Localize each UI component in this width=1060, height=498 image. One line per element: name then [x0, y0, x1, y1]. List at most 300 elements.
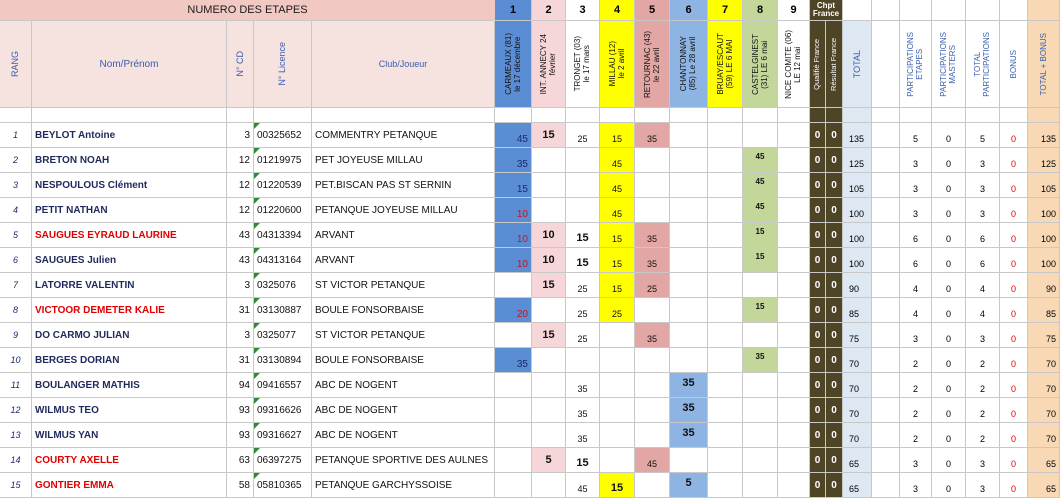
stage-2-score[interactable]: 15 [532, 123, 566, 148]
header-part-etapes[interactable] [900, 21, 932, 108]
resultat-cell[interactable]: 0 [826, 348, 843, 373]
cd-cell[interactable]: 93 [227, 423, 254, 448]
club-cell[interactable]: ARVANT [312, 248, 495, 273]
tp-cell[interactable]: 3 [966, 323, 1000, 348]
gap-cell[interactable] [872, 198, 900, 223]
resultat-cell[interactable]: 0 [826, 248, 843, 273]
stage-number-8[interactable]: 8 [743, 0, 778, 21]
stage-5-score[interactable] [635, 373, 670, 398]
licence-cell[interactable]: 01220600 [254, 198, 312, 223]
header-blank-pe[interactable] [900, 0, 932, 21]
total-bonus-cell[interactable]: 70 [1028, 348, 1060, 373]
stage-7-score[interactable] [708, 248, 743, 273]
cd-cell[interactable]: 43 [227, 223, 254, 248]
cd-cell[interactable]: 93 [227, 398, 254, 423]
stage-7-score[interactable] [708, 298, 743, 323]
stage-3-score[interactable]: 15 [566, 223, 600, 248]
stage-2-score[interactable] [532, 298, 566, 323]
rank-cell[interactable]: 7 [0, 273, 32, 298]
licence-cell[interactable]: 04313164 [254, 248, 312, 273]
club-cell[interactable]: PETANQUE GARCHYSSOISE [312, 473, 495, 498]
stage-2-score[interactable]: 10 [532, 223, 566, 248]
stage-1-score[interactable] [495, 273, 532, 298]
stage-8-score[interactable]: 15 [743, 248, 778, 273]
resultat-cell[interactable]: 0 [826, 298, 843, 323]
tp-cell[interactable]: 2 [966, 373, 1000, 398]
total-cell[interactable]: 75 [843, 323, 872, 348]
tp-cell[interactable]: 2 [966, 423, 1000, 448]
qualifie-cell[interactable]: 0 [810, 248, 826, 273]
licence-cell[interactable]: 09416557 [254, 373, 312, 398]
licence-cell[interactable]: 03130894 [254, 348, 312, 373]
bonus-cell[interactable]: 0 [1000, 423, 1028, 448]
stage-1-score[interactable]: 35 [495, 348, 532, 373]
gap-cell[interactable] [872, 423, 900, 448]
tp-cell[interactable]: 3 [966, 473, 1000, 498]
stage-7-score[interactable] [708, 323, 743, 348]
resultat-cell[interactable]: 0 [826, 223, 843, 248]
header-stage-4[interactable] [600, 21, 635, 108]
stage-2-score[interactable] [532, 373, 566, 398]
total-bonus-cell[interactable]: 135 [1028, 123, 1060, 148]
stage-5-score[interactable]: 35 [635, 248, 670, 273]
resultat-cell[interactable]: 0 [826, 323, 843, 348]
stage-1-score[interactable] [495, 398, 532, 423]
total-bonus-cell[interactable]: 70 [1028, 398, 1060, 423]
stage-number-3[interactable]: 3 [566, 0, 600, 21]
stage-2-score[interactable] [532, 348, 566, 373]
stage-6-score[interactable]: 35 [670, 373, 708, 398]
spacer-total[interactable] [843, 108, 872, 123]
stage-8-score[interactable]: 45 [743, 198, 778, 223]
tp-cell[interactable]: 3 [966, 148, 1000, 173]
rank-cell[interactable]: 11 [0, 373, 32, 398]
stage-1-score[interactable] [495, 423, 532, 448]
spacer-club[interactable] [312, 108, 495, 123]
spacer-stage-7[interactable] [708, 108, 743, 123]
stage-9-score[interactable] [778, 173, 810, 198]
stage-3-score[interactable] [566, 198, 600, 223]
total-bonus-cell[interactable]: 125 [1028, 148, 1060, 173]
resultat-cell[interactable]: 0 [826, 373, 843, 398]
spacer-stage-9[interactable] [778, 108, 810, 123]
player-name[interactable]: BOULANGER MATHIS [32, 373, 227, 398]
stage-9-score[interactable] [778, 323, 810, 348]
header-nom[interactable]: Nom/Prénom [32, 21, 227, 108]
header-stage-6[interactable] [670, 21, 708, 108]
stage-6-score[interactable] [670, 448, 708, 473]
stage-2-score[interactable] [532, 173, 566, 198]
qualifie-cell[interactable]: 0 [810, 473, 826, 498]
stage-number-9[interactable]: 9 [778, 0, 810, 21]
stage-1-score[interactable]: 10 [495, 198, 532, 223]
stage-5-score[interactable]: 35 [635, 323, 670, 348]
total-bonus-cell[interactable]: 70 [1028, 423, 1060, 448]
bonus-cell[interactable]: 0 [1000, 198, 1028, 223]
pm-cell[interactable]: 0 [932, 198, 966, 223]
stage-6-score[interactable] [670, 148, 708, 173]
header-qualifie[interactable] [810, 21, 826, 108]
total-bonus-cell[interactable]: 90 [1028, 273, 1060, 298]
spacer-gap1[interactable] [872, 108, 900, 123]
bonus-cell[interactable]: 0 [1000, 148, 1028, 173]
stage-8-score[interactable]: 15 [743, 223, 778, 248]
total-cell[interactable]: 135 [843, 123, 872, 148]
qualifie-cell[interactable]: 0 [810, 148, 826, 173]
stage-1-score[interactable]: 45 [495, 123, 532, 148]
stage-6-score[interactable] [670, 173, 708, 198]
stage-4-score[interactable]: 45 [600, 173, 635, 198]
stage-8-score[interactable]: 45 [743, 173, 778, 198]
stage-9-score[interactable] [778, 198, 810, 223]
stage-4-score[interactable] [600, 423, 635, 448]
qualifie-cell[interactable]: 0 [810, 173, 826, 198]
total-cell[interactable]: 70 [843, 373, 872, 398]
total-cell[interactable]: 70 [843, 348, 872, 373]
stage-3-score[interactable]: 35 [566, 423, 600, 448]
header-licence[interactable] [254, 21, 312, 108]
tp-cell[interactable]: 3 [966, 198, 1000, 223]
stage-4-score[interactable]: 45 [600, 198, 635, 223]
header-total-bonus[interactable] [1028, 21, 1060, 108]
rank-cell[interactable]: 5 [0, 223, 32, 248]
spacer-stage-4[interactable] [600, 108, 635, 123]
total-bonus-cell[interactable]: 105 [1028, 173, 1060, 198]
stage-1-score[interactable] [495, 448, 532, 473]
bonus-cell[interactable]: 0 [1000, 298, 1028, 323]
tp-cell[interactable]: 3 [966, 173, 1000, 198]
club-cell[interactable]: ST VICTOR PETANQUE [312, 273, 495, 298]
resultat-cell[interactable]: 0 [826, 273, 843, 298]
player-name[interactable]: BEYLOT Antoine [32, 123, 227, 148]
stage-4-score[interactable]: 15 [600, 123, 635, 148]
stage-5-score[interactable]: 35 [635, 223, 670, 248]
stage-8-score[interactable] [743, 373, 778, 398]
stage-5-score[interactable] [635, 348, 670, 373]
stage-4-score[interactable]: 45 [600, 148, 635, 173]
bonus-cell[interactable]: 0 [1000, 273, 1028, 298]
header-stage-1[interactable] [495, 21, 532, 108]
stage-9-score[interactable] [778, 423, 810, 448]
header-resultat[interactable] [826, 21, 843, 108]
header-cd[interactable] [227, 21, 254, 108]
header-stage-3[interactable] [566, 21, 600, 108]
header-blank-bonus[interactable] [1000, 0, 1028, 21]
stage-7-score[interactable] [708, 373, 743, 398]
total-cell[interactable]: 65 [843, 473, 872, 498]
stage-5-score[interactable] [635, 298, 670, 323]
licence-cell[interactable]: 00325652 [254, 123, 312, 148]
stage-7-score[interactable] [708, 348, 743, 373]
player-name[interactable]: LATORRE VALENTIN [32, 273, 227, 298]
spacer-r[interactable] [826, 108, 843, 123]
total-cell[interactable]: 100 [843, 198, 872, 223]
club-cell[interactable]: PET.BISCAN PAS ST SERNIN [312, 173, 495, 198]
gap-cell[interactable] [872, 473, 900, 498]
pm-cell[interactable]: 0 [932, 173, 966, 198]
stage-7-score[interactable] [708, 173, 743, 198]
pe-cell[interactable]: 2 [900, 423, 932, 448]
pm-cell[interactable]: 0 [932, 248, 966, 273]
cd-cell[interactable]: 12 [227, 173, 254, 198]
player-name[interactable]: BERGES DORIAN [32, 348, 227, 373]
pm-cell[interactable]: 0 [932, 223, 966, 248]
total-cell[interactable]: 100 [843, 223, 872, 248]
stage-3-score[interactable]: 15 [566, 448, 600, 473]
stage-2-score[interactable]: 15 [532, 323, 566, 348]
total-bonus-cell[interactable]: 65 [1028, 473, 1060, 498]
pm-cell[interactable]: 0 [932, 448, 966, 473]
bonus-cell[interactable]: 0 [1000, 223, 1028, 248]
stage-2-score[interactable] [532, 398, 566, 423]
club-cell[interactable]: ABC DE NOGENT [312, 423, 495, 448]
licence-cell[interactable]: 0325076 [254, 273, 312, 298]
stage-4-score[interactable] [600, 348, 635, 373]
stage-3-score[interactable] [566, 348, 600, 373]
rank-cell[interactable]: 12 [0, 398, 32, 423]
total-cell[interactable]: 65 [843, 448, 872, 473]
tp-cell[interactable]: 6 [966, 223, 1000, 248]
pm-cell[interactable]: 0 [932, 323, 966, 348]
stage-9-score[interactable] [778, 223, 810, 248]
rank-cell[interactable]: 10 [0, 348, 32, 373]
player-name[interactable]: DO CARMO JULIAN [32, 323, 227, 348]
resultat-cell[interactable]: 0 [826, 198, 843, 223]
tp-cell[interactable]: 4 [966, 273, 1000, 298]
stage-3-score[interactable]: 35 [566, 398, 600, 423]
total-cell[interactable]: 70 [843, 423, 872, 448]
stage-8-score[interactable] [743, 448, 778, 473]
stage-1-score[interactable]: 10 [495, 248, 532, 273]
qualifie-cell[interactable]: 0 [810, 123, 826, 148]
stage-number-5[interactable]: 5 [635, 0, 670, 21]
header-rang[interactable] [0, 21, 32, 108]
stage-number-2[interactable]: 2 [532, 0, 566, 21]
club-cell[interactable]: PETANQUE JOYEUSE MILLAU [312, 198, 495, 223]
stage-9-score[interactable] [778, 373, 810, 398]
player-name[interactable]: GONTIER EMMA [32, 473, 227, 498]
header-stage-9[interactable] [778, 21, 810, 108]
stage-4-score[interactable] [600, 373, 635, 398]
club-cell[interactable]: ST VICTOR PETANQUE [312, 323, 495, 348]
cd-cell[interactable]: 12 [227, 148, 254, 173]
total-cell[interactable]: 100 [843, 248, 872, 273]
pe-cell[interactable]: 3 [900, 323, 932, 348]
stage-1-score[interactable] [495, 373, 532, 398]
licence-cell[interactable]: 0325077 [254, 323, 312, 348]
bonus-cell[interactable]: 0 [1000, 173, 1028, 198]
stage-4-score[interactable] [600, 323, 635, 348]
gap-cell[interactable] [872, 173, 900, 198]
cd-cell[interactable]: 12 [227, 198, 254, 223]
licence-cell[interactable]: 04313394 [254, 223, 312, 248]
total-cell[interactable]: 70 [843, 398, 872, 423]
stage-7-score[interactable] [708, 123, 743, 148]
stage-8-score[interactable]: 45 [743, 148, 778, 173]
club-cell[interactable]: BOULE FONSORBAISE [312, 298, 495, 323]
stage-1-score[interactable]: 20 [495, 298, 532, 323]
rank-cell[interactable]: 3 [0, 173, 32, 198]
header-bonus[interactable] [1000, 21, 1028, 108]
stage-1-score[interactable]: 15 [495, 173, 532, 198]
stage-9-score[interactable] [778, 473, 810, 498]
rank-cell[interactable]: 9 [0, 323, 32, 348]
pe-cell[interactable]: 3 [900, 448, 932, 473]
bonus-cell[interactable]: 0 [1000, 323, 1028, 348]
header-stage-8[interactable] [743, 21, 778, 108]
total-cell[interactable]: 85 [843, 298, 872, 323]
stage-8-score[interactable] [743, 273, 778, 298]
stage-5-score[interactable] [635, 473, 670, 498]
licence-cell[interactable]: 09316626 [254, 398, 312, 423]
club-cell[interactable]: BOULE FONSORBAISE [312, 348, 495, 373]
pe-cell[interactable]: 6 [900, 223, 932, 248]
club-cell[interactable]: ABC DE NOGENT [312, 398, 495, 423]
player-name[interactable]: COURTY AXELLE [32, 448, 227, 473]
stage-6-score[interactable] [670, 323, 708, 348]
gap-cell[interactable] [872, 398, 900, 423]
bonus-cell[interactable]: 0 [1000, 373, 1028, 398]
player-name[interactable]: WILMUS TEO [32, 398, 227, 423]
stage-5-score[interactable]: 45 [635, 448, 670, 473]
rank-cell[interactable]: 8 [0, 298, 32, 323]
bonus-cell[interactable]: 0 [1000, 123, 1028, 148]
stage-2-score[interactable] [532, 423, 566, 448]
club-cell[interactable]: PET JOYEUSE MILLAU [312, 148, 495, 173]
total-bonus-cell[interactable]: 70 [1028, 373, 1060, 398]
gap-cell[interactable] [872, 448, 900, 473]
pe-cell[interactable]: 3 [900, 473, 932, 498]
stage-8-score[interactable] [743, 323, 778, 348]
pm-cell[interactable]: 0 [932, 423, 966, 448]
qualifie-cell[interactable]: 0 [810, 273, 826, 298]
club-cell[interactable]: PETANQUE SPORTIVE DES AULNES [312, 448, 495, 473]
rank-cell[interactable]: 14 [0, 448, 32, 473]
stage-3-score[interactable]: 15 [566, 248, 600, 273]
pm-cell[interactable]: 0 [932, 473, 966, 498]
stage-9-score[interactable] [778, 273, 810, 298]
pm-cell[interactable]: 0 [932, 348, 966, 373]
stage-8-score[interactable] [743, 423, 778, 448]
stage-6-score[interactable]: 5 [670, 473, 708, 498]
stage-7-score[interactable] [708, 198, 743, 223]
cd-cell[interactable]: 31 [227, 348, 254, 373]
pe-cell[interactable]: 5 [900, 123, 932, 148]
stage-2-score[interactable] [532, 473, 566, 498]
club-cell[interactable]: ABC DE NOGENT [312, 373, 495, 398]
stage-2-score[interactable]: 15 [532, 273, 566, 298]
stage-5-score[interactable] [635, 173, 670, 198]
header-blank-total[interactable] [843, 0, 872, 21]
stage-7-score[interactable] [708, 148, 743, 173]
stage-1-score[interactable]: 10 [495, 223, 532, 248]
rank-cell[interactable]: 4 [0, 198, 32, 223]
spacer-bonus[interactable] [1000, 108, 1028, 123]
gap-cell[interactable] [872, 148, 900, 173]
stage-4-score[interactable] [600, 448, 635, 473]
stage-9-score[interactable] [778, 298, 810, 323]
stage-4-score[interactable] [600, 398, 635, 423]
spacer-stage-3[interactable] [566, 108, 600, 123]
cd-cell[interactable]: 63 [227, 448, 254, 473]
stage-6-score[interactable] [670, 198, 708, 223]
header-part-masters[interactable] [932, 21, 966, 108]
gap-cell[interactable] [872, 273, 900, 298]
spacer-q[interactable] [810, 108, 826, 123]
bonus-cell[interactable]: 0 [1000, 473, 1028, 498]
qualifie-cell[interactable]: 0 [810, 323, 826, 348]
spacer-stage-1[interactable] [495, 108, 532, 123]
bonus-cell[interactable]: 0 [1000, 398, 1028, 423]
stage-9-score[interactable] [778, 248, 810, 273]
tp-cell[interactable]: 4 [966, 298, 1000, 323]
stage-2-score[interactable] [532, 148, 566, 173]
rank-cell[interactable]: 6 [0, 248, 32, 273]
stage-7-score[interactable] [708, 223, 743, 248]
stage-number-7[interactable]: 7 [708, 0, 743, 21]
qualifie-cell[interactable]: 0 [810, 398, 826, 423]
player-name[interactable]: BRETON NOAH [32, 148, 227, 173]
gap-cell[interactable] [872, 298, 900, 323]
resultat-cell[interactable]: 0 [826, 473, 843, 498]
stage-4-score[interactable]: 15 [600, 223, 635, 248]
spacer-tb[interactable] [1028, 108, 1060, 123]
stage-7-score[interactable] [708, 398, 743, 423]
stage-3-score[interactable]: 25 [566, 323, 600, 348]
rank-cell[interactable]: 1 [0, 123, 32, 148]
player-name[interactable]: NESPOULOUS Clément [32, 173, 227, 198]
pe-cell[interactable]: 6 [900, 248, 932, 273]
total-bonus-cell[interactable]: 65 [1028, 448, 1060, 473]
total-cell[interactable]: 105 [843, 173, 872, 198]
club-cell[interactable]: ARVANT [312, 223, 495, 248]
rank-cell[interactable]: 15 [0, 473, 32, 498]
stage-2-score[interactable] [532, 198, 566, 223]
stage-8-score[interactable]: 15 [743, 298, 778, 323]
bonus-cell[interactable]: 0 [1000, 348, 1028, 373]
spacer-stage-5[interactable] [635, 108, 670, 123]
stage-5-score[interactable] [635, 198, 670, 223]
stage-3-score[interactable]: 25 [566, 273, 600, 298]
spacer-tp[interactable] [966, 108, 1000, 123]
cd-cell[interactable]: 3 [227, 273, 254, 298]
player-name[interactable]: SAUGUES EYRAUD LAURINE [32, 223, 227, 248]
bonus-cell[interactable]: 0 [1000, 248, 1028, 273]
rank-cell[interactable]: 13 [0, 423, 32, 448]
stage-1-score[interactable] [495, 473, 532, 498]
header-club[interactable]: Club/Joueur [312, 21, 495, 108]
stage-5-score[interactable] [635, 398, 670, 423]
stage-9-score[interactable] [778, 398, 810, 423]
stage-9-score[interactable] [778, 148, 810, 173]
spacer-name[interactable] [32, 108, 227, 123]
tp-cell[interactable]: 2 [966, 348, 1000, 373]
licence-cell[interactable]: 01220539 [254, 173, 312, 198]
gap-cell[interactable] [872, 348, 900, 373]
stage-3-score[interactable]: 25 [566, 298, 600, 323]
stage-9-score[interactable] [778, 123, 810, 148]
tp-cell[interactable]: 6 [966, 248, 1000, 273]
pe-cell[interactable]: 3 [900, 198, 932, 223]
stage-6-score[interactable]: 35 [670, 423, 708, 448]
spacer-stage-6[interactable] [670, 108, 708, 123]
pm-cell[interactable]: 0 [932, 273, 966, 298]
stage-6-score[interactable] [670, 223, 708, 248]
total-bonus-cell[interactable]: 100 [1028, 223, 1060, 248]
licence-cell[interactable]: 06397275 [254, 448, 312, 473]
header-total-part[interactable] [966, 21, 1000, 108]
resultat-cell[interactable]: 0 [826, 173, 843, 198]
